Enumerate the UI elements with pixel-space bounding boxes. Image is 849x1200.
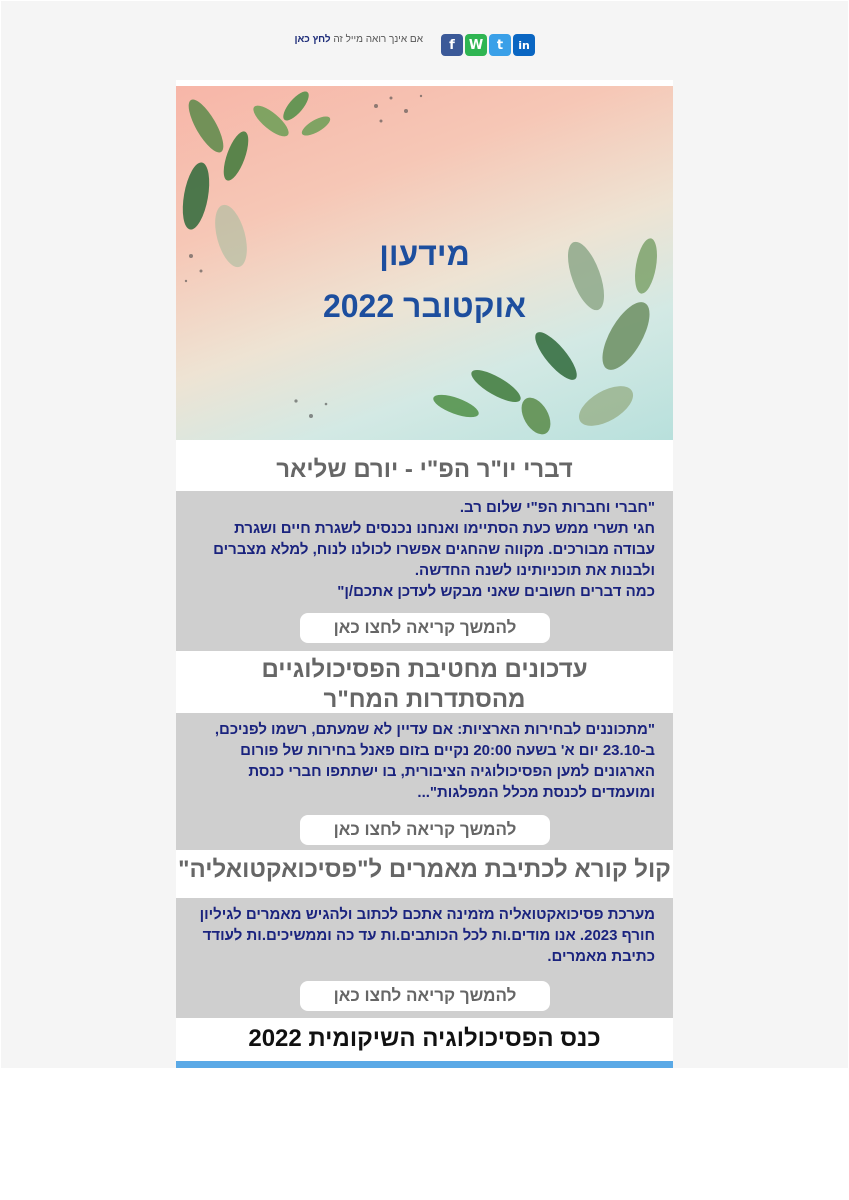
whatsapp-icon[interactable]: W	[465, 34, 487, 56]
hero-subtitle: אוקטובר 2022	[322, 288, 527, 324]
read-more-button[interactable]: להמשך קריאה לחצו כאן	[300, 613, 550, 643]
view-online-link[interactable]: לחץ כאן	[294, 34, 331, 45]
section-body-call-for-papers	[176, 898, 673, 1018]
section-text-division: "מתכוננים לבחירות הארציות: אם עדיין לא שמעתם, רשמו לפניכם, ב-23.10 יום א' בשעה 20:00 נקיים בזום פאנל בחירות של פורום הארגונים למען הפסיכולוגיה הציבורית, בו ישתתפו חברי כנסת ומועמדים לכנסת מכלל המפלגות"...	[214, 721, 655, 801]
section-text-call-for-papers: מערכת פסיכואקטואליה מזמינה אתכם לכתוב ולהגיש מאמרים לגיליון חורף 2023. אנו מודים.ות לכל הכותבים.ות עד כה וממשיכים.ות לעודד כתיבת מאמרים.	[199, 906, 655, 965]
hero-title: מידעון	[379, 236, 470, 272]
section-text-chairman: "חברי וחברות הפ"י שלום רב. חגי תשרי ממש כעת הסתיימו ואנחנו נכנסים לשגרת חיים ושגרת עבודה מבורכים. מקווה שהחגים אפשרו לכולנו לנוח, למלא מצברים ולבנות את תוכניותינו לשנה החדשה. כמה דברים חשובים שאני מבקש לעדכן אתכם/ן"	[213, 499, 655, 600]
view-online-text: אם אינך רואה מייל זה	[333, 34, 423, 45]
section-title-chairman: דברי יו"ר הפ"י - יורם שליאר	[176, 455, 673, 485]
linkedin-icon[interactable]: in	[513, 34, 535, 56]
twitter-icon[interactable]: t	[489, 34, 511, 56]
facebook-icon[interactable]: f	[441, 34, 463, 56]
email-top-bar	[0, 30, 849, 60]
section-title-conference: כנס הפסיכולוגיה השיקומית 2022	[176, 1024, 673, 1054]
section-title-call-for-papers: קול קורא לכתיבת מאמרים ל"פסיכואקטואליה"	[176, 855, 673, 885]
section-divider-bar	[176, 1061, 673, 1068]
read-more-button[interactable]: להמשך קריאה לחצו כאן	[300, 981, 550, 1011]
section-body-chairman	[176, 491, 673, 651]
view-online-notice	[294, 34, 423, 45]
read-more-button[interactable]: להמשך קריאה לחצו כאן	[300, 815, 550, 845]
section-body-division	[176, 713, 673, 850]
section-title-division: עדכונים מחטיבת הפסיכולוגיים מהסתדרות המח"ר	[176, 655, 673, 715]
hero-banner	[176, 86, 673, 440]
share-icons	[441, 34, 535, 56]
